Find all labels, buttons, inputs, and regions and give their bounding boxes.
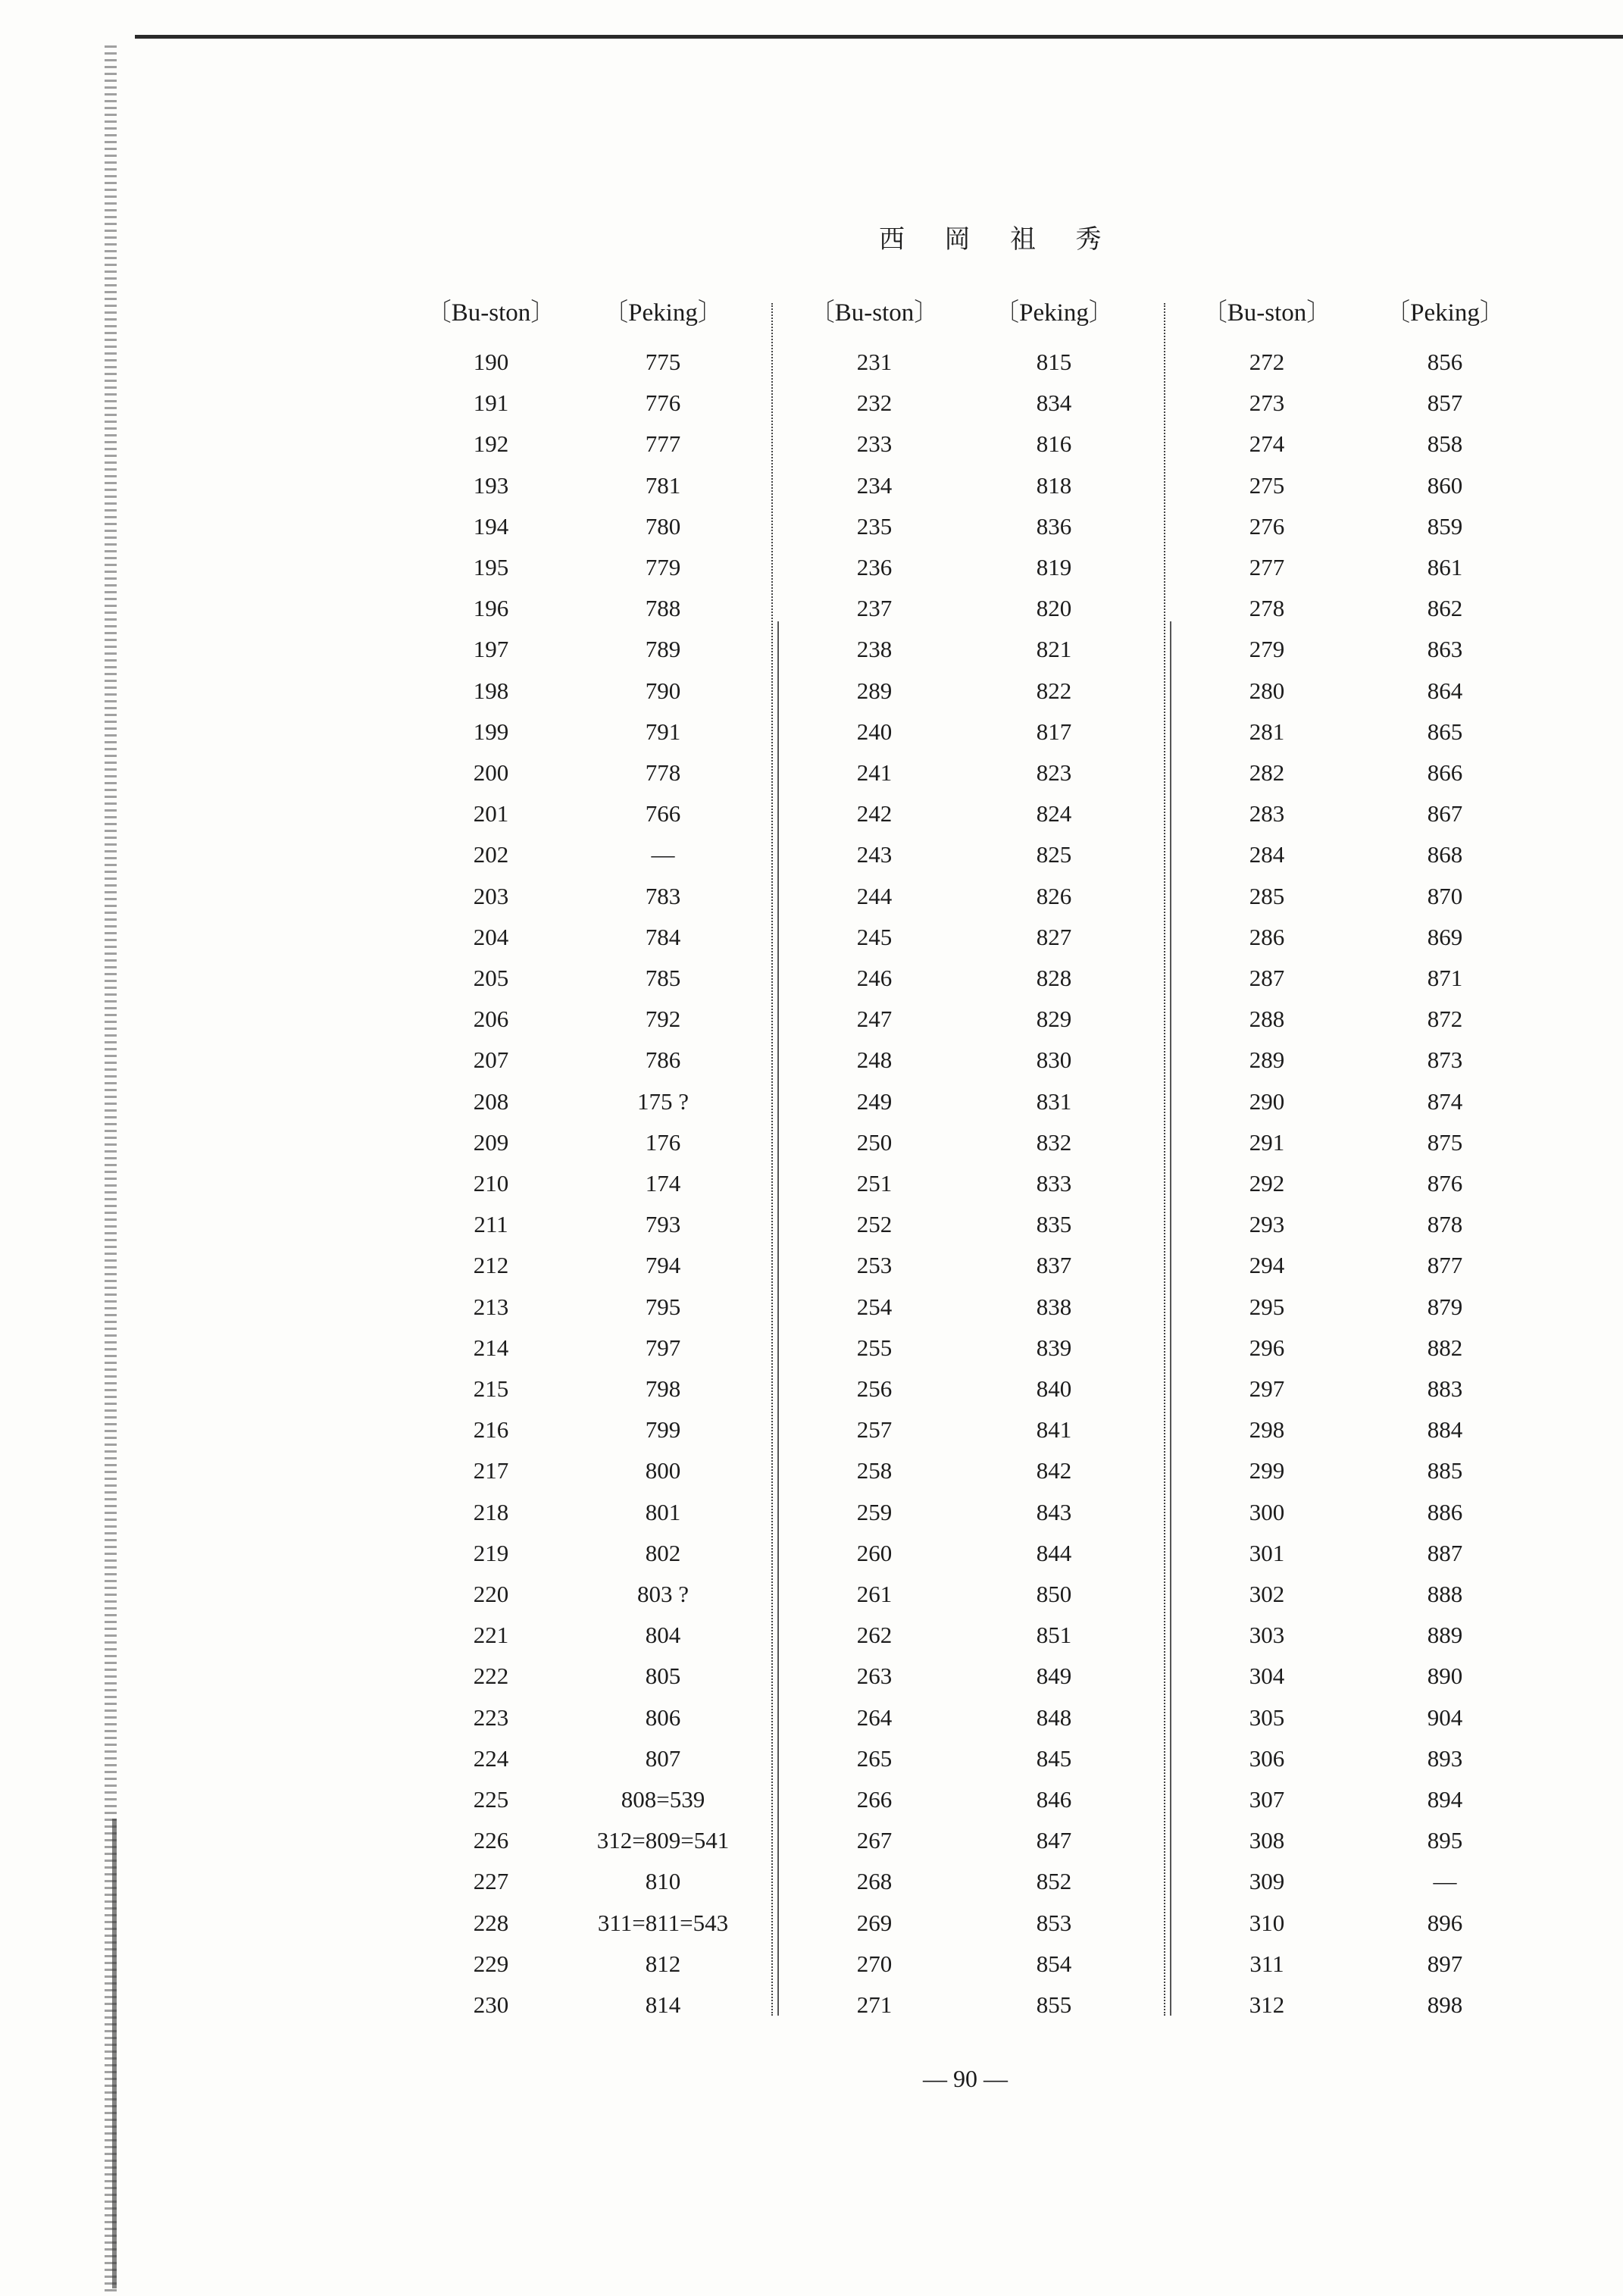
- buston-number: 249: [856, 1088, 893, 1115]
- buston-number: 212: [473, 1252, 509, 1278]
- peking-number: 833: [1036, 1170, 1072, 1196]
- buston-number: 244: [856, 883, 893, 909]
- buston-number: 192: [473, 430, 509, 457]
- buston-number: 198: [473, 677, 509, 704]
- column-divider: [1164, 303, 1165, 2016]
- buston-number: 221: [473, 1622, 509, 1648]
- scan-edge-shadow-lower: [112, 1819, 117, 2288]
- buston-number: 248: [856, 1046, 893, 1073]
- buston-number: 245: [856, 924, 893, 950]
- peking-number: 820: [1036, 595, 1072, 621]
- peking-number: 857: [1427, 389, 1463, 416]
- buston-number: 300: [1249, 1499, 1285, 1525]
- peking-number: 785: [645, 965, 681, 991]
- buston-number: 217: [473, 1457, 509, 1484]
- buston-number: 202: [473, 841, 509, 868]
- peking-number: 176: [645, 1129, 681, 1156]
- buston-number: 229: [473, 1950, 509, 1977]
- buston-number: 214: [473, 1334, 509, 1361]
- peking-number: 841: [1036, 1416, 1072, 1443]
- buston-number: 208: [473, 1088, 509, 1115]
- peking-number: 824: [1036, 800, 1072, 827]
- col1-buston-heading: 〔Bu-ston〕: [426, 299, 556, 327]
- peking-number: 859: [1427, 513, 1463, 540]
- buston-number: 223: [473, 1704, 509, 1731]
- peking-number: 826: [1036, 883, 1072, 909]
- buston-number: 233: [856, 430, 893, 457]
- buston-number: 311: [1249, 1950, 1284, 1977]
- peking-number: 801: [645, 1499, 681, 1525]
- peking-number: 861: [1427, 554, 1463, 580]
- peking-number: 766: [645, 800, 681, 827]
- buston-number: 210: [473, 1170, 509, 1196]
- peking-number: 883: [1427, 1375, 1463, 1402]
- page-header: 西 岡 祖 秀: [879, 226, 1118, 254]
- peking-number: 821: [1036, 636, 1072, 662]
- buston-number: 204: [473, 924, 509, 950]
- column-divider: [771, 303, 773, 2016]
- peking-number: 798: [645, 1375, 681, 1402]
- buston-number: 259: [856, 1499, 893, 1525]
- peking-number: 822: [1036, 677, 1072, 704]
- peking-number: 850: [1036, 1581, 1072, 1607]
- buston-number: 266: [856, 1786, 893, 1813]
- buston-number: 200: [473, 759, 509, 786]
- buston-number: 276: [1249, 513, 1285, 540]
- peking-number: 842: [1036, 1457, 1072, 1484]
- peking-number: 846: [1036, 1786, 1072, 1813]
- buston-number: 294: [1249, 1252, 1285, 1278]
- buston-number: 219: [473, 1540, 509, 1566]
- peking-number: 896: [1427, 1910, 1463, 1936]
- peking-number: 829: [1036, 1006, 1072, 1032]
- peking-number: 815: [1036, 349, 1072, 375]
- peking-number: 175 ?: [636, 1088, 689, 1115]
- buston-number: 234: [856, 472, 893, 499]
- buston-number: 190: [473, 349, 509, 375]
- buston-number: 288: [1249, 1006, 1285, 1032]
- column-divider: [1170, 621, 1171, 2016]
- peking-number: 893: [1427, 1745, 1463, 1772]
- peking-number: 783: [645, 883, 681, 909]
- buston-number: 264: [856, 1704, 893, 1731]
- peking-number: 894: [1427, 1786, 1463, 1813]
- peking-number: 867: [1427, 800, 1463, 827]
- peking-number: 790: [645, 677, 681, 704]
- buston-number: 270: [856, 1950, 893, 1977]
- peking-number: 870: [1427, 883, 1463, 909]
- peking-number: 788: [645, 595, 681, 621]
- buston-number: 271: [856, 1991, 893, 2018]
- buston-number: 201: [473, 800, 509, 827]
- buston-number: 287: [1249, 965, 1285, 991]
- buston-number: 301: [1249, 1540, 1285, 1566]
- buston-number: 225: [473, 1786, 509, 1813]
- peking-number: 814: [645, 1991, 681, 2018]
- buston-number: 240: [856, 718, 893, 745]
- buston-number: 303: [1249, 1622, 1285, 1648]
- buston-number: 267: [856, 1827, 893, 1853]
- peking-number: 888: [1427, 1581, 1463, 1607]
- buston-number: 237: [856, 595, 893, 621]
- buston-number: 304: [1249, 1663, 1285, 1689]
- peking-number: 839: [1036, 1334, 1072, 1361]
- buston-number: 218: [473, 1499, 509, 1525]
- peking-number: 860: [1427, 472, 1463, 499]
- buston-number: 252: [856, 1211, 893, 1237]
- buston-number: 230: [473, 1991, 509, 2018]
- buston-number: 238: [856, 636, 893, 662]
- peking-number: 898: [1427, 1991, 1463, 2018]
- buston-number: 236: [856, 554, 893, 580]
- buston-number: 203: [473, 883, 509, 909]
- buston-number: 262: [856, 1622, 893, 1648]
- peking-number: 849: [1036, 1663, 1072, 1689]
- buston-number: 291: [1249, 1129, 1285, 1156]
- buston-number: 226: [473, 1827, 509, 1853]
- peking-number: 856: [1427, 349, 1463, 375]
- peking-number: 886: [1427, 1499, 1463, 1525]
- buston-number: 257: [856, 1416, 893, 1443]
- buston-number: 281: [1249, 718, 1285, 745]
- buston-number: 290: [1249, 1088, 1285, 1115]
- buston-number: 216: [473, 1416, 509, 1443]
- peking-number: 836: [1036, 513, 1072, 540]
- col1-peking-heading: 〔Peking〕: [603, 299, 723, 327]
- peking-number: 795: [645, 1293, 681, 1320]
- buston-number: 307: [1249, 1786, 1285, 1813]
- buston-number: 197: [473, 636, 509, 662]
- buston-number: 250: [856, 1129, 893, 1156]
- peking-number: 874: [1427, 1088, 1463, 1115]
- buston-number: 205: [473, 965, 509, 991]
- peking-number: 827: [1036, 924, 1072, 950]
- peking-number: 862: [1427, 595, 1463, 621]
- peking-number: 806: [645, 1704, 681, 1731]
- peking-number: 825: [1036, 841, 1072, 868]
- peking-number: 868: [1427, 841, 1463, 868]
- peking-number: 840: [1036, 1375, 1072, 1402]
- buston-number: 232: [856, 389, 893, 416]
- peking-number: 897: [1427, 1950, 1463, 1977]
- buston-number: 268: [856, 1868, 893, 1894]
- peking-number: 835: [1036, 1211, 1072, 1237]
- buston-number: 305: [1249, 1704, 1285, 1731]
- buston-number: 278: [1249, 595, 1285, 621]
- buston-number: 273: [1249, 389, 1285, 416]
- buston-number: 309: [1249, 1868, 1285, 1894]
- peking-number: 882: [1427, 1334, 1463, 1361]
- buston-number: 246: [856, 965, 893, 991]
- peking-number: 786: [645, 1046, 681, 1073]
- buston-number: 265: [856, 1745, 893, 1772]
- buston-number: 269: [856, 1910, 893, 1936]
- buston-number: 196: [473, 595, 509, 621]
- peking-number: 312=809=541: [596, 1827, 730, 1853]
- peking-number: 889: [1427, 1622, 1463, 1648]
- peking-number: 904: [1427, 1704, 1463, 1731]
- peking-number: 852: [1036, 1868, 1072, 1894]
- peking-number: 876: [1427, 1170, 1463, 1196]
- buston-number: 194: [473, 513, 509, 540]
- peking-number: 887: [1427, 1540, 1463, 1566]
- peking-number: 777: [645, 430, 681, 457]
- buston-number: 206: [473, 1006, 509, 1032]
- peking-number: —: [1433, 1868, 1457, 1894]
- buston-number: 211: [474, 1211, 508, 1237]
- peking-number: 869: [1427, 924, 1463, 950]
- buston-number: 213: [473, 1293, 509, 1320]
- peking-number: 831: [1036, 1088, 1072, 1115]
- peking-number: 799: [645, 1416, 681, 1443]
- buston-number: 289: [856, 677, 893, 704]
- buston-number: 308: [1249, 1827, 1285, 1853]
- peking-number: 875: [1427, 1129, 1463, 1156]
- buston-number: 253: [856, 1252, 893, 1278]
- peking-number: 311=811=543: [597, 1910, 729, 1936]
- peking-number: 794: [645, 1252, 681, 1278]
- col3-buston-heading: 〔Bu-ston〕: [1202, 299, 1332, 327]
- peking-number: 885: [1427, 1457, 1463, 1484]
- peking-number: 847: [1036, 1827, 1072, 1853]
- buston-number: 260: [856, 1540, 893, 1566]
- buston-number: 255: [856, 1334, 893, 1361]
- peking-number: 797: [645, 1334, 681, 1361]
- col2-buston-heading: 〔Bu-ston〕: [809, 299, 940, 327]
- peking-number: 805: [645, 1663, 681, 1689]
- buston-number: 289: [1249, 1046, 1285, 1073]
- peking-number: 784: [645, 924, 681, 950]
- peking-number: 834: [1036, 389, 1072, 416]
- peking-number: 174: [645, 1170, 681, 1196]
- peking-number: 853: [1036, 1910, 1072, 1936]
- top-rule: [135, 35, 1623, 39]
- buston-number: 247: [856, 1006, 893, 1032]
- peking-number: 864: [1427, 677, 1463, 704]
- peking-number: 792: [645, 1006, 681, 1032]
- buston-number: 275: [1249, 472, 1285, 499]
- buston-number: 285: [1249, 883, 1285, 909]
- col3-peking-heading: 〔Peking〕: [1385, 299, 1505, 327]
- peking-number: 854: [1036, 1950, 1072, 1977]
- peking-number: 895: [1427, 1827, 1463, 1853]
- buston-number: 279: [1249, 636, 1285, 662]
- buston-number: 193: [473, 472, 509, 499]
- peking-number: 803 ?: [636, 1581, 689, 1607]
- peking-number: 865: [1427, 718, 1463, 745]
- peking-number: 823: [1036, 759, 1072, 786]
- peking-number: 890: [1427, 1663, 1463, 1689]
- buston-number: 299: [1249, 1457, 1285, 1484]
- peking-number: 819: [1036, 554, 1072, 580]
- peking-number: 884: [1427, 1416, 1463, 1443]
- peking-number: 793: [645, 1211, 681, 1237]
- buston-number: 251: [856, 1170, 893, 1196]
- buston-number: 243: [856, 841, 893, 868]
- peking-number: 817: [1036, 718, 1072, 745]
- peking-number: 844: [1036, 1540, 1072, 1566]
- buston-number: 207: [473, 1046, 509, 1073]
- peking-number: 778: [645, 759, 681, 786]
- buston-number: 298: [1249, 1416, 1285, 1443]
- buston-number: 191: [473, 389, 509, 416]
- peking-number: 800: [645, 1457, 681, 1484]
- buston-number: 306: [1249, 1745, 1285, 1772]
- buston-number: 199: [473, 718, 509, 745]
- peking-number: 807: [645, 1745, 681, 1772]
- buston-number: 209: [473, 1129, 509, 1156]
- buston-number: 293: [1249, 1211, 1285, 1237]
- buston-number: 292: [1249, 1170, 1285, 1196]
- peking-number: 843: [1036, 1499, 1072, 1525]
- buston-number: 222: [473, 1663, 509, 1689]
- peking-number: 858: [1427, 430, 1463, 457]
- peking-number: 873: [1427, 1046, 1463, 1073]
- peking-number: 871: [1427, 965, 1463, 991]
- buston-number: 261: [856, 1581, 893, 1607]
- buston-number: 310: [1249, 1910, 1285, 1936]
- buston-number: 220: [473, 1581, 509, 1607]
- peking-number: 804: [645, 1622, 681, 1648]
- buston-number: 283: [1249, 800, 1285, 827]
- buston-number: 284: [1249, 841, 1285, 868]
- buston-number: 312: [1249, 1991, 1285, 2018]
- buston-number: 227: [473, 1868, 509, 1894]
- peking-number: 877: [1427, 1252, 1463, 1278]
- buston-number: 241: [856, 759, 893, 786]
- buston-number: 282: [1249, 759, 1285, 786]
- peking-number: 828: [1036, 965, 1072, 991]
- buston-number: 195: [473, 554, 509, 580]
- peking-number: 816: [1036, 430, 1072, 457]
- peking-number: 776: [645, 389, 681, 416]
- buston-number: 231: [856, 349, 893, 375]
- buston-number: 297: [1249, 1375, 1285, 1402]
- buston-number: 256: [856, 1375, 893, 1402]
- column-divider: [777, 621, 779, 2016]
- buston-number: 258: [856, 1457, 893, 1484]
- buston-number: 224: [473, 1745, 509, 1772]
- col2-peking-heading: 〔Peking〕: [994, 299, 1114, 327]
- peking-number: 845: [1036, 1745, 1072, 1772]
- buston-number: 228: [473, 1910, 509, 1936]
- buston-number: 295: [1249, 1293, 1285, 1320]
- peking-number: 810: [645, 1868, 681, 1894]
- peking-number: 832: [1036, 1129, 1072, 1156]
- peking-number: 780: [645, 513, 681, 540]
- peking-number: 789: [645, 636, 681, 662]
- page-number: — 90 —: [923, 2065, 1008, 2092]
- peking-number: 848: [1036, 1704, 1072, 1731]
- buston-number: 272: [1249, 349, 1285, 375]
- buston-number: 296: [1249, 1334, 1285, 1361]
- peking-number: 808=539: [621, 1786, 705, 1813]
- buston-number: 215: [473, 1375, 509, 1402]
- peking-number: —: [651, 841, 675, 868]
- buston-number: 274: [1249, 430, 1285, 457]
- peking-number: 818: [1036, 472, 1072, 499]
- peking-number: 838: [1036, 1293, 1072, 1320]
- peking-number: 775: [645, 349, 681, 375]
- buston-number: 277: [1249, 554, 1285, 580]
- peking-number: 812: [645, 1950, 681, 1977]
- peking-number: 830: [1036, 1046, 1072, 1073]
- peking-number: 855: [1036, 1991, 1072, 2018]
- buston-number: 242: [856, 800, 893, 827]
- peking-number: 879: [1427, 1293, 1463, 1320]
- buston-number: 280: [1249, 677, 1285, 704]
- peking-number: 863: [1427, 636, 1463, 662]
- peking-number: 878: [1427, 1211, 1463, 1237]
- buston-number: 302: [1249, 1581, 1285, 1607]
- peking-number: 837: [1036, 1252, 1072, 1278]
- peking-number: 866: [1427, 759, 1463, 786]
- peking-number: 779: [645, 554, 681, 580]
- peking-number: 851: [1036, 1622, 1072, 1648]
- buston-number: 254: [856, 1293, 893, 1320]
- buston-number: 235: [856, 513, 893, 540]
- buston-number: 263: [856, 1663, 893, 1689]
- buston-number: 286: [1249, 924, 1285, 950]
- peking-number: 802: [645, 1540, 681, 1566]
- peking-number: 781: [645, 472, 681, 499]
- peking-number: 791: [645, 718, 681, 745]
- peking-number: 872: [1427, 1006, 1463, 1032]
